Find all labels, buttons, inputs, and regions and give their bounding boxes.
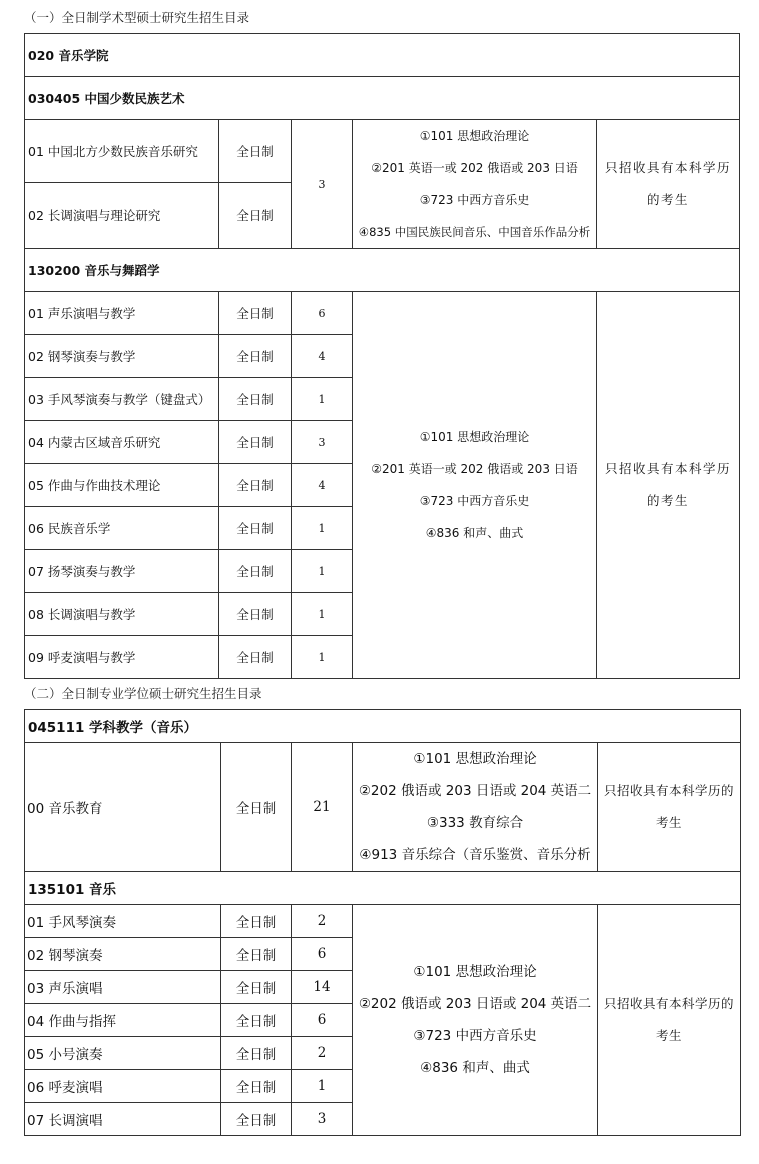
direction-name: 02 钢琴演奏与教学: [25, 335, 219, 378]
major-header: 045111 学科教学（音乐）: [25, 710, 741, 743]
enrollment-quota: 4: [292, 335, 353, 378]
direction-name: 09 呼麦演唱与教学: [25, 636, 219, 679]
enrollment-quota: 21: [292, 743, 353, 872]
direction-name: 03 声乐演唱: [25, 971, 221, 1004]
study-mode: 全日制: [219, 378, 292, 421]
enrollment-quota: 3: [292, 120, 353, 249]
direction-name: 08 长调演唱与教学: [25, 593, 219, 636]
direction-name: 07 长调演唱: [25, 1103, 221, 1136]
study-mode: 全日制: [221, 938, 292, 971]
exam-subject: ①101 思想政治理论: [413, 751, 537, 767]
exam-subjects: [353, 292, 597, 679]
admission-note: 只招收具有本科学历的考生: [597, 292, 740, 679]
enrollment-quota: 1: [292, 636, 353, 679]
exam-subject: ②201 英语一或 202 俄语或 203 日语: [371, 161, 578, 175]
exam-subject: ③723 中西方音乐史: [413, 1028, 537, 1044]
exam-subject: ④835 中国民族民间音乐、中国音乐作品分析: [358, 225, 591, 239]
study-mode: 全日制: [219, 421, 292, 464]
study-mode: 全日制: [221, 1004, 292, 1037]
exam-subject: ①101 思想政治理论: [419, 430, 530, 444]
academic-catalog-table: [24, 33, 740, 679]
exam-subject: ①101 思想政治理论: [413, 964, 537, 980]
exam-subject: ③723 中西方音乐史: [419, 494, 530, 508]
admission-note: 只招收具有本科学历的考生: [598, 905, 741, 1136]
major-header: 135101 音乐: [25, 872, 741, 905]
exam-subject: ②202 俄语或 203 日语或 204 英语二: [358, 783, 592, 799]
exam-subject: ④836 和声、曲式: [425, 526, 524, 540]
major-header: 130200 音乐与舞蹈学: [25, 249, 740, 292]
exam-subject: ②202 俄语或 203 日语或 204 英语二: [358, 996, 592, 1012]
study-mode: 全日制: [219, 335, 292, 378]
college-header: 020 音乐学院: [25, 34, 740, 77]
direction-name: 02 钢琴演奏: [25, 938, 221, 971]
enrollment-quota: 6: [292, 938, 353, 971]
major-header: 030405 中国少数民族艺术: [25, 77, 740, 120]
study-mode: 全日制: [219, 464, 292, 507]
exam-subject: ④836 和声、曲式: [420, 1060, 530, 1076]
study-mode: 全日制: [221, 905, 292, 938]
enrollment-quota: 2: [292, 1037, 353, 1070]
study-mode: 全日制: [219, 182, 292, 248]
study-mode: 全日制: [219, 593, 292, 636]
exam-subject: ③723 中西方音乐史: [419, 193, 530, 207]
study-mode: 全日制: [219, 550, 292, 593]
exam-subject: ①101 思想政治理论: [419, 129, 530, 143]
enrollment-quota: 1: [292, 550, 353, 593]
exam-subject: ④913 音乐综合（音乐鉴赏、音乐分析: [359, 847, 591, 863]
direction-name: 06 民族音乐学: [25, 507, 219, 550]
exam-subject: ②201 英语一或 202 俄语或 203 日语: [371, 462, 578, 476]
direction-name: 04 内蒙古区域音乐研究: [25, 421, 219, 464]
direction-name: 05 作曲与作曲技术理论: [25, 464, 219, 507]
study-mode: 全日制: [221, 743, 292, 872]
exam-subject: ③333 教育综合: [426, 815, 524, 831]
admission-note: 只招收具有本科学历的考生: [598, 743, 741, 872]
study-mode: 全日制: [221, 1037, 292, 1070]
direction-name: 05 小号演奏: [25, 1037, 221, 1070]
exam-subjects: [353, 743, 598, 872]
direction-name: 00 音乐教育: [25, 743, 221, 872]
direction-name: 04 作曲与指挥: [25, 1004, 221, 1037]
direction-name: 01 中国北方少数民族音乐研究: [25, 120, 219, 183]
admission-note: 只招收具有本科学历的考生: [597, 120, 740, 249]
direction-name: 03 手风琴演奏与教学（键盘式）: [25, 378, 219, 421]
direction-name: 02 长调演唱与理论研究: [25, 182, 219, 248]
direction-name: 01 声乐演唱与教学: [25, 292, 219, 335]
exam-subjects: [353, 120, 597, 249]
enrollment-quota: 2: [292, 905, 353, 938]
study-mode: 全日制: [221, 971, 292, 1004]
enrollment-quota: 1: [292, 378, 353, 421]
exam-subjects: [353, 905, 598, 1136]
study-mode: 全日制: [219, 120, 292, 183]
enrollment-quota: 1: [292, 593, 353, 636]
direction-name: 06 呼麦演唱: [25, 1070, 221, 1103]
study-mode: 全日制: [219, 292, 292, 335]
study-mode: 全日制: [219, 636, 292, 679]
study-mode: 全日制: [221, 1070, 292, 1103]
section1-caption: （一）全日制学术型硕士研究生招生目录: [24, 10, 250, 25]
enrollment-quota: 6: [292, 1004, 353, 1037]
enrollment-quota: 4: [292, 464, 353, 507]
enrollment-quota: 6: [292, 292, 353, 335]
direction-name: 07 扬琴演奏与教学: [25, 550, 219, 593]
professional-catalog-table: [24, 709, 741, 1136]
enrollment-quota: 1: [292, 507, 353, 550]
section2-caption: （二）全日制专业学位硕士研究生招生目录: [24, 686, 262, 701]
enrollment-quota: 14: [292, 971, 353, 1004]
enrollment-quota: 1: [292, 1070, 353, 1103]
enrollment-quota: 3: [292, 421, 353, 464]
study-mode: 全日制: [219, 507, 292, 550]
enrollment-quota: 3: [292, 1103, 353, 1136]
study-mode: 全日制: [221, 1103, 292, 1136]
direction-name: 01 手风琴演奏: [25, 905, 221, 938]
